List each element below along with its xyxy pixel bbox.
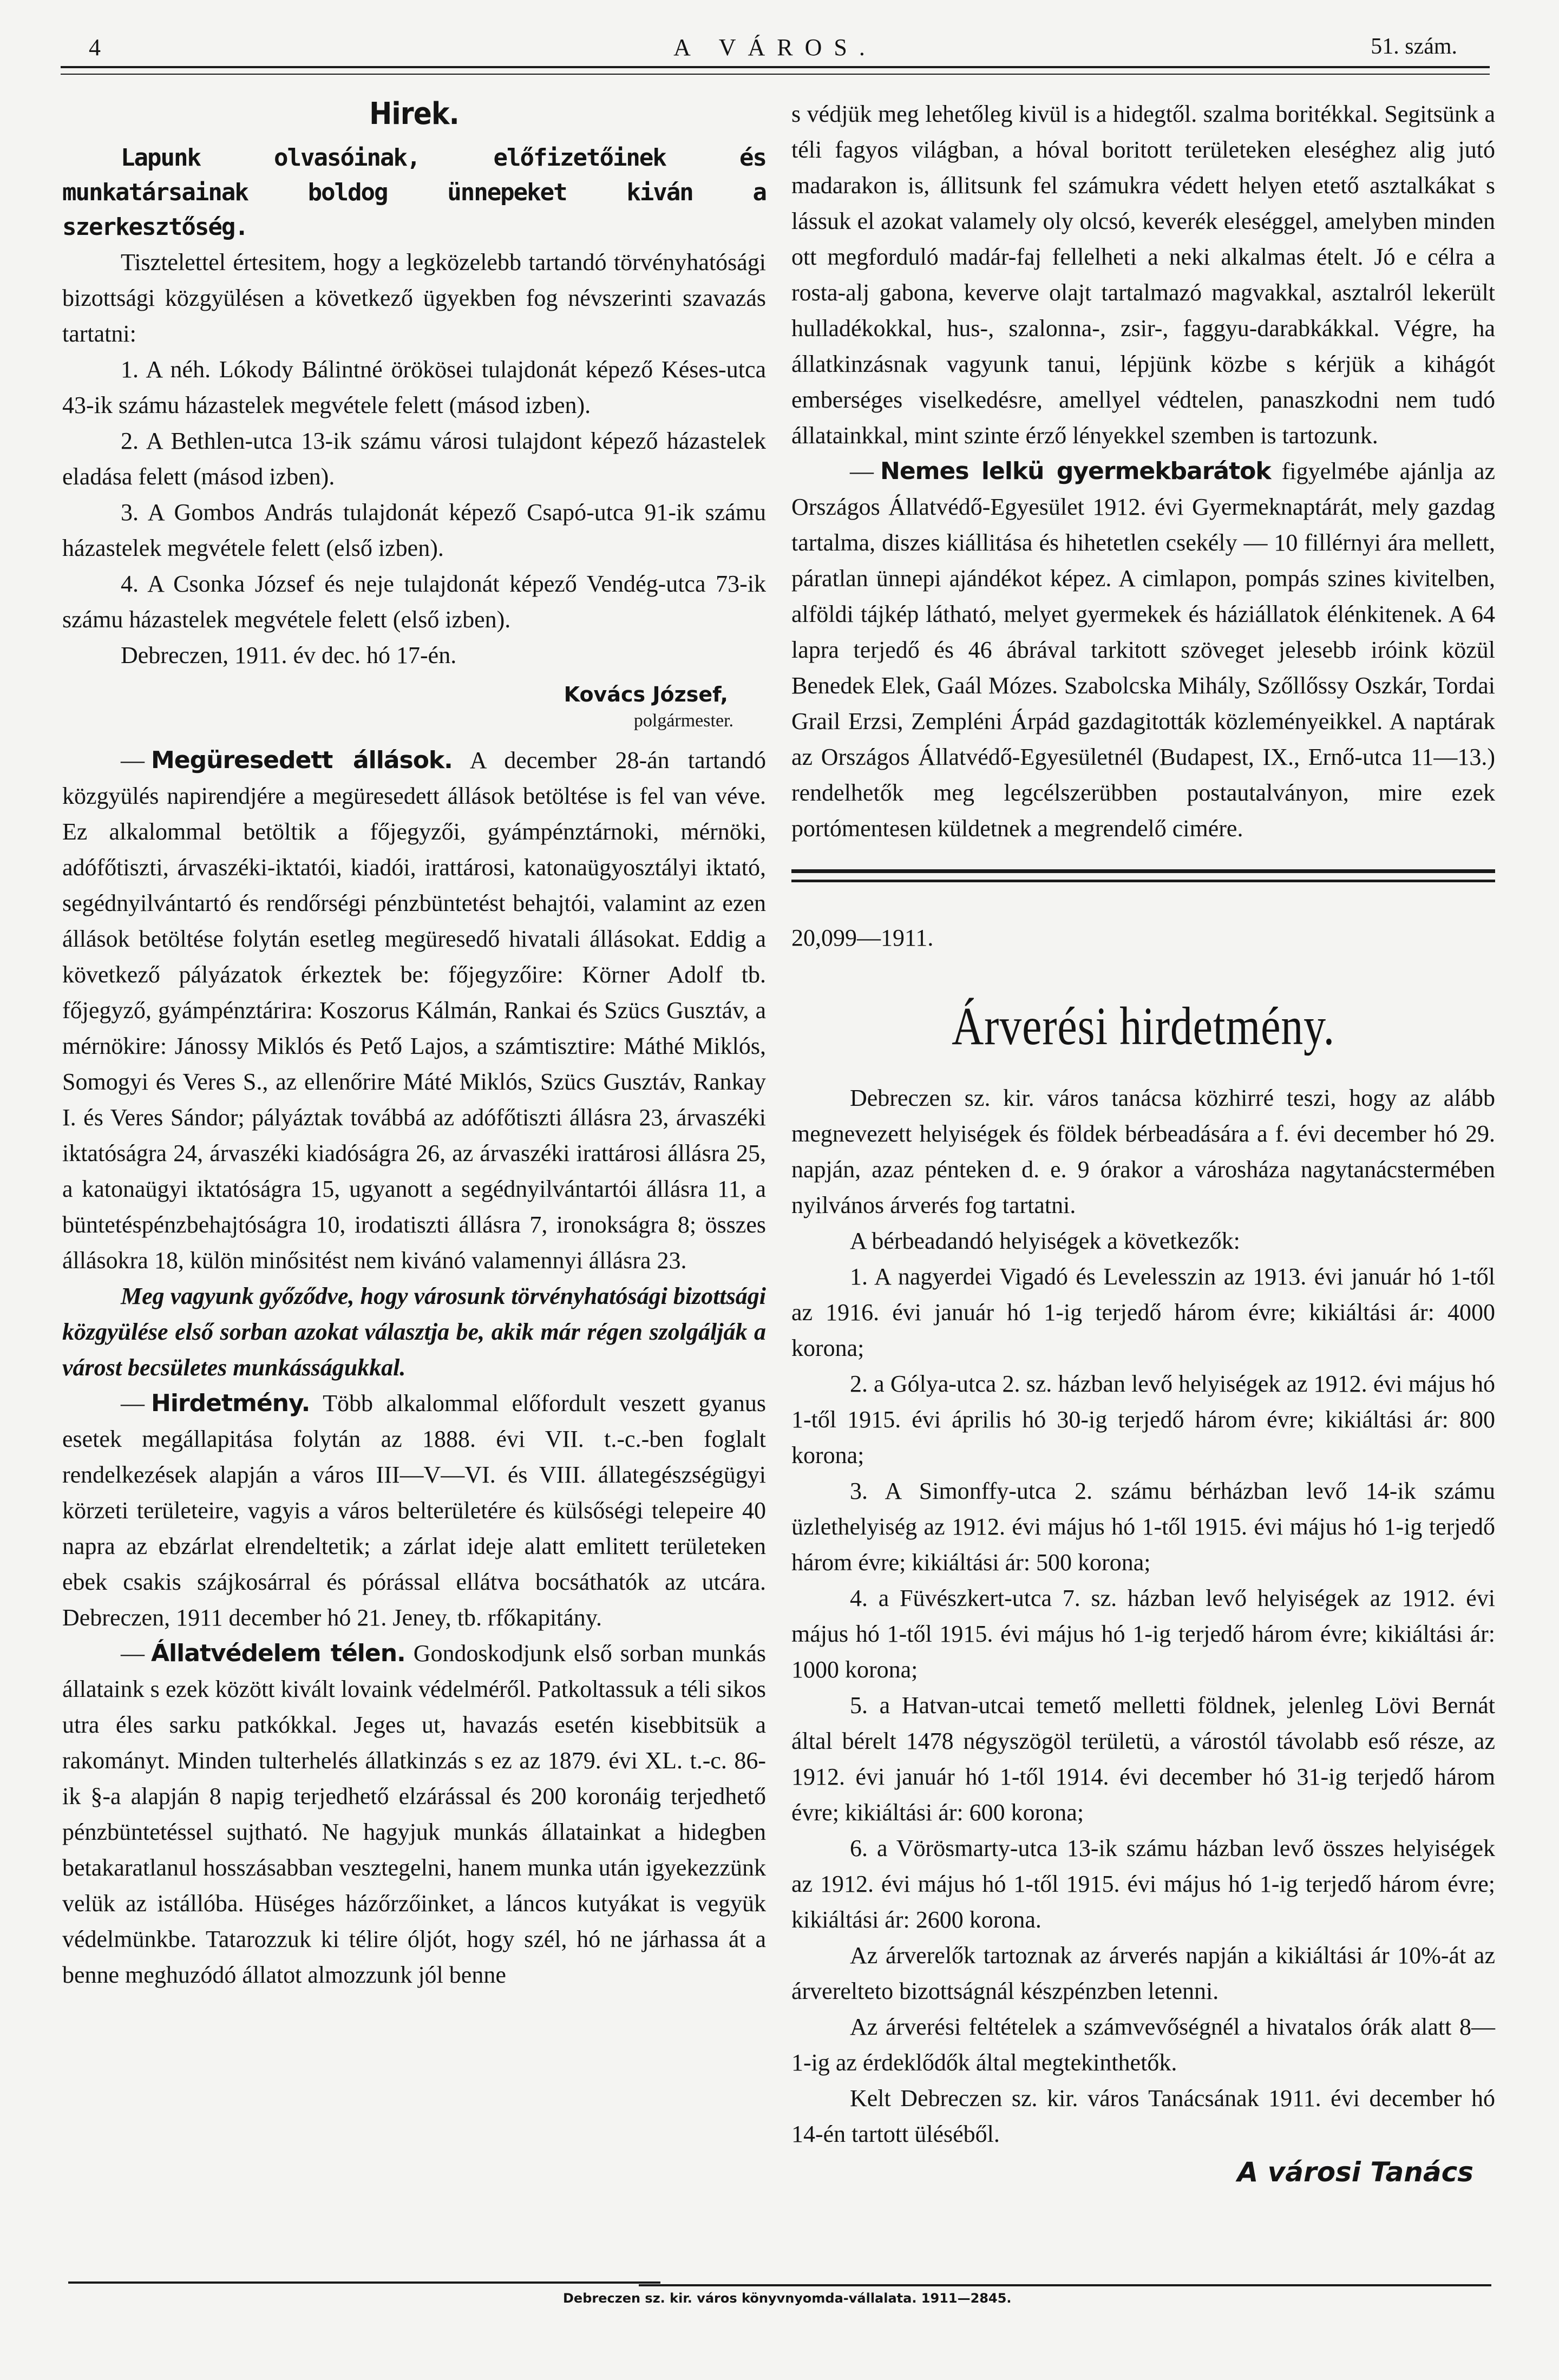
animal-protection-body: Gondoskodjunk első sorban munkás állataink s ezek között kivált lovaink védelméről. Patkoltassuk a téli sikos utra éles sarku patkókkal. Jeges ut, havazás esetén kisebbitsük a rakományt. Minden tulterhelés állatkinzás s ez az 1879. évi XL. t.-c. 86-ik §-a alapján 8 napig terjedhető elzárással és 200 koronáig terjedhető pénzbüntetéssel sujtható. Ne hagyjuk munkás állatainkat a hidegben betakaratlanul hosszásabban vesztegelni, hanem munka után igyekezzünk velük az istállóba. Hüséges házőrzőinket, a láncos kutyákat is vegyük védelmünkbe. Tatarozzuk ki télire óljót, hogy szél, hó ne járhassa át a benne meghuzódó állatot almozzunk jól benne bbox=[62, 1640, 766, 1988]
auction-dateline: Kelt Debreczen sz. kir. város Tanácsának 1911. évi december hó 14-én tartott üléséből. bbox=[791, 2085, 1495, 2147]
auction-item: 3. A Simonffy-utca 2. számu bérházban levő 14-ik számu üzlethelyiség az 1912. évi május hó 1-től 1915. évi május hó 1-ig terjedő három évre; kikiáltási ár: 500 korona; bbox=[791, 1478, 1495, 1576]
editorial-greeting: Lapunk olvasóinak, előfizetőinek és munkatársainak boldog ünnepeket kiván a szerkesztőség. bbox=[62, 144, 766, 241]
calendar-body: figyelmébe ajánlja az Országos Állatvédő-Egyesület 1912. évi Gyermeknaptárát, mely gazdag tartalma, diszes kiállitása és hihetetlen csekély — 10 fillérnyi ára mellett, páratlan ünnepi ajándékot képez. A cimlapon, pompás szines kivitelben, alföldi tájkép látható, melyet gyermekek és háziállatok élénkitenek. A 64 lapra terjedő és 46 ábrával tarkitott szöveget jelesebb iróink közül Benedek Elek, Gaál Mózes. Szabolcska Mihály, Szőllőssy Oszkár, Tordai Grail Erzsi, Zempléni Árpád gazdagitották közleményeikkel. A naptárak az Országos Állatvédő-Egyesületnél (Budapest, IX., Ernő-utca 11—13.) rendelhetők meg legcélszerübben postautalványon, mire ezek portómentesen küldetnek a megrendelő cimére. bbox=[791, 458, 1496, 842]
mayor-notice-item: 2. A Bethlen-utca 13-ik számu városi tulajdont képező házastelek eladása felett (másod izben). bbox=[62, 428, 766, 490]
footer-rule-left bbox=[68, 2281, 660, 2284]
auction-item: 6. a Vörösmarty-utca 13-ik számu házban levő összes helyiségek az 1912. évi május hó 1-től 1915. évi május hó 1-ig terjedő három évre; kikiáltási ár: 2600 korona. bbox=[791, 1835, 1495, 1933]
animal-protection-continued: s védjük meg lehetőleg kivül is a hidegtől. szalma boritékkal. Segitsünk a téli fagyos világban, a hóval boritott területeken eleséghez alig jutó madarakon is, állitsunk fel számukra védett helyen etető asztalkákat s lássuk el azokat valamely oly olcsó, keverék eleséggel, amelyben minden ott megforduló madár-faj fellelheti a neki alkalmas ételt. Jó e célra a rosta-alj gabona, keverve olajt tartalmazó magvakkal, asztalról lekerült hulladékokkal, hus-, szalonna-, zsir-, faggyu-darabkákkal. Végre, ha állatkinzásnak vagyunk tanui, lépjünk közbe s kérjük a kihágót emberséges viselkedésre, amellyel védtelen, panaszkodni nem tudó állatainkkal, mint szinte érző lényekkel szemben is tartozunk. bbox=[791, 101, 1495, 449]
em-dash: — bbox=[121, 1390, 145, 1417]
printer-imprint: Debreczen sz. kir. város könyvnyomda-vállalata. 1911—2845. bbox=[563, 2291, 1012, 2306]
mayor-notice-dateline: Debreczen, 1911. év dec. hó 17-én. bbox=[121, 642, 457, 668]
column-divider bbox=[768, 81, 769, 2225]
em-dash: — bbox=[121, 1640, 145, 1667]
calendar-rubric: Nemes lelkü gyermekbarátok bbox=[880, 457, 1271, 485]
right-column bbox=[791, 96, 1495, 2190]
announcement-body: Több alkalommal előfordult veszett gyanus esetek megállapitása folytán az 1888. évi VII. t.-c.-ben foglalt rendelkezések alapján a város III—V—VI. és VIII. állategészségügyi körzeti területeire, vagyis a város belterületére és külsőségi telepeire 40 napra az ebzárlat elrendeltetik; a zárlat ideje alatt emlitett területeken ebek csakis szájkosárral és pórással ellátva bocsáthatók az utcára. Debreczen, 1911 december hó 21. Jeney, tb. rfőkapitány. bbox=[62, 1390, 766, 1631]
mayor-notice-item: 1. A néh. Lókody Bálintné örökösei tulajdonát képező Késes-utca 43-ik számu házastelek megvétele felett (másod izben). bbox=[62, 356, 766, 418]
page-number: 4 bbox=[89, 34, 101, 61]
auction-reference-number: 20,099—1911. bbox=[791, 925, 934, 951]
auction-item: 2. a Gólya-utca 2. sz. házban levő helyiségek az 1912. évi május hó 1-től 1915. évi április hó 30-ig terjedő három évre; kikiáltási ár: 800 korona; bbox=[791, 1371, 1495, 1468]
vacancies-article bbox=[62, 743, 766, 1278]
auction-item: 4. a Füvészkert-utca 7. sz. házban levő helyiségek az 1912. évi május hó 1-től 1915. évi május hó 1-ig terjedő három évre; kikiáltási ár: 1000 korona; bbox=[791, 1585, 1495, 1683]
issue-number: 51. szám. bbox=[1371, 34, 1457, 59]
calendar-article bbox=[791, 454, 1495, 847]
mayor-notice-item: 3. A Gombos András tulajdonát képező Csapó-utca 91-ik számu házastelek megvétele felett (első izben). bbox=[62, 499, 766, 561]
mayor-signature-name: Kovács József, bbox=[564, 683, 728, 706]
mayor-notice-intro: Tisztelettel értesitem, hogy a legközelebb tartandó törvényhatósági bizottsági közgyülésen a következő ügyekben fog névszerinti szavazás tartatni: bbox=[62, 249, 766, 347]
auction-item: 1. A nagyerdei Vigadó és Levelesszin az 1913. évi január hó 1-től az 1916. évi január hó 1-ig terjedő három évre; kikiáltási ár: 4000 korona; bbox=[791, 1263, 1495, 1361]
left-column bbox=[62, 87, 766, 1993]
vacancies-body: A december 28-án tartandó közgyülés napirendjére a megüresedett állások betöltése is fel van véve. Ez alkalommal betöltik a főjegyzői, gyámpénztárnoki, mérnöki, adófőtiszti, árvaszéki-iktatói, kiadói, irattárosi, katonaügyosztályi iktató, segédnyilvántartó és rendőrségi pénzbüntetést behajtói, valamint az ezen állások betöltése folytán esetleg megüresedő hivatali állásokat. Eddig a következő pályázatok érkeztek be: főjegyzőire: Körner Adolf tb. főjegyző, gyámpénztárira: Koszorus Kálmán, Rankai és Szücs Gusztáv, a mérnökire: Jánossy Miklós és Pető Lajos, a számtisztire: Máthé Miklós, Somogyi és Veres S., az ellenőrire Máté Miklós, Szücs Gusztáv, Rankay I. és Veres Sándor; pályáztak továbbá az adófőtiszti állásra 23, árvaszéki iktatóságra 24, árvaszéki kiadóságra 26, az árvaszéki irattárosi állásra 25, a katonaügyi iktatóságra 15, ugyanott a segédnyilvántartói állásra 11, a büntetéspénzbehajtóságra 10, irodatiszti állásra 7, ironokságra 8; összes állásokra 18, külön minősitést nem kivánó valamennyi állásra 23. bbox=[62, 747, 767, 1274]
animal-protection-rubric: Állatvédelem télen. bbox=[151, 1640, 405, 1667]
vacancies-rubric: Megüresedett állások. bbox=[151, 746, 453, 774]
em-dash: — bbox=[850, 458, 874, 484]
animal-protection-article bbox=[62, 1636, 766, 1993]
auction-conditions: Az árverési feltételek a számvevőségnél a hivatalos órák alatt 8—1-ig az érdeklődők által megtekinthetők. bbox=[791, 2014, 1495, 2076]
auction-list-heading: A bérbeadandó helyiségek a következők: bbox=[850, 1228, 1240, 1254]
section-double-rule bbox=[791, 869, 1495, 882]
announcement-article bbox=[62, 1386, 766, 1636]
section-title-news: Hirek. bbox=[369, 96, 459, 132]
masthead-title: A VÁROS. bbox=[673, 34, 877, 61]
footer-rule-right bbox=[639, 2284, 1491, 2286]
mayor-signature-title: polgármester. bbox=[633, 711, 733, 731]
vacancies-comment: Meg vagyunk győződve, hogy városunk törvényhatósági bizottsági közgyülése első sorban azokat választja be, akik már régen szolgálják a várost becsületes munkásságukkal. bbox=[62, 1283, 766, 1381]
council-signature: A városi Tanács bbox=[1237, 2156, 1473, 2188]
auction-deposit: Az árverelők tartoznak az árverés napján a kikiáltási ár 10%-át az árverelteto bizottságnál készpénzben letenni. bbox=[791, 1942, 1495, 2004]
auction-intro: Debreczen sz. kir. város tanácsa közhirré teszi, hogy az alább megnevezett helyiségek és földek bérbeadására a f. évi december hó 29. napján, azaz pénteken d. e. 9 órakor a városháza nagytanácstermében nyilvános árverés fog tartatni. bbox=[791, 1085, 1495, 1218]
auction-notice-title: Árverési hirdetmény. bbox=[952, 996, 1335, 1056]
header-double-rule bbox=[61, 66, 1490, 75]
running-head bbox=[61, 34, 1490, 66]
mayor-notice-item: 4. A Csonka József és neje tulajdonát képező Vendég-utca 73-ik számu házastelek megvétele felett (első izben). bbox=[62, 571, 766, 633]
auction-item: 5. a Hatvan-utcai temető melletti földnek, jelenleg Lövi Bernát által bérelt 1478 négyszögöl területü, a várostól távolabb eső része, az 1912. évi január hó 1-től 1914. évi december hó 31-ig terjedő három évre; kikiáltási ár: 600 korona; bbox=[791, 1692, 1495, 1826]
em-dash: — bbox=[121, 747, 145, 773]
announcement-rubric: Hirdetmény. bbox=[151, 1389, 310, 1417]
